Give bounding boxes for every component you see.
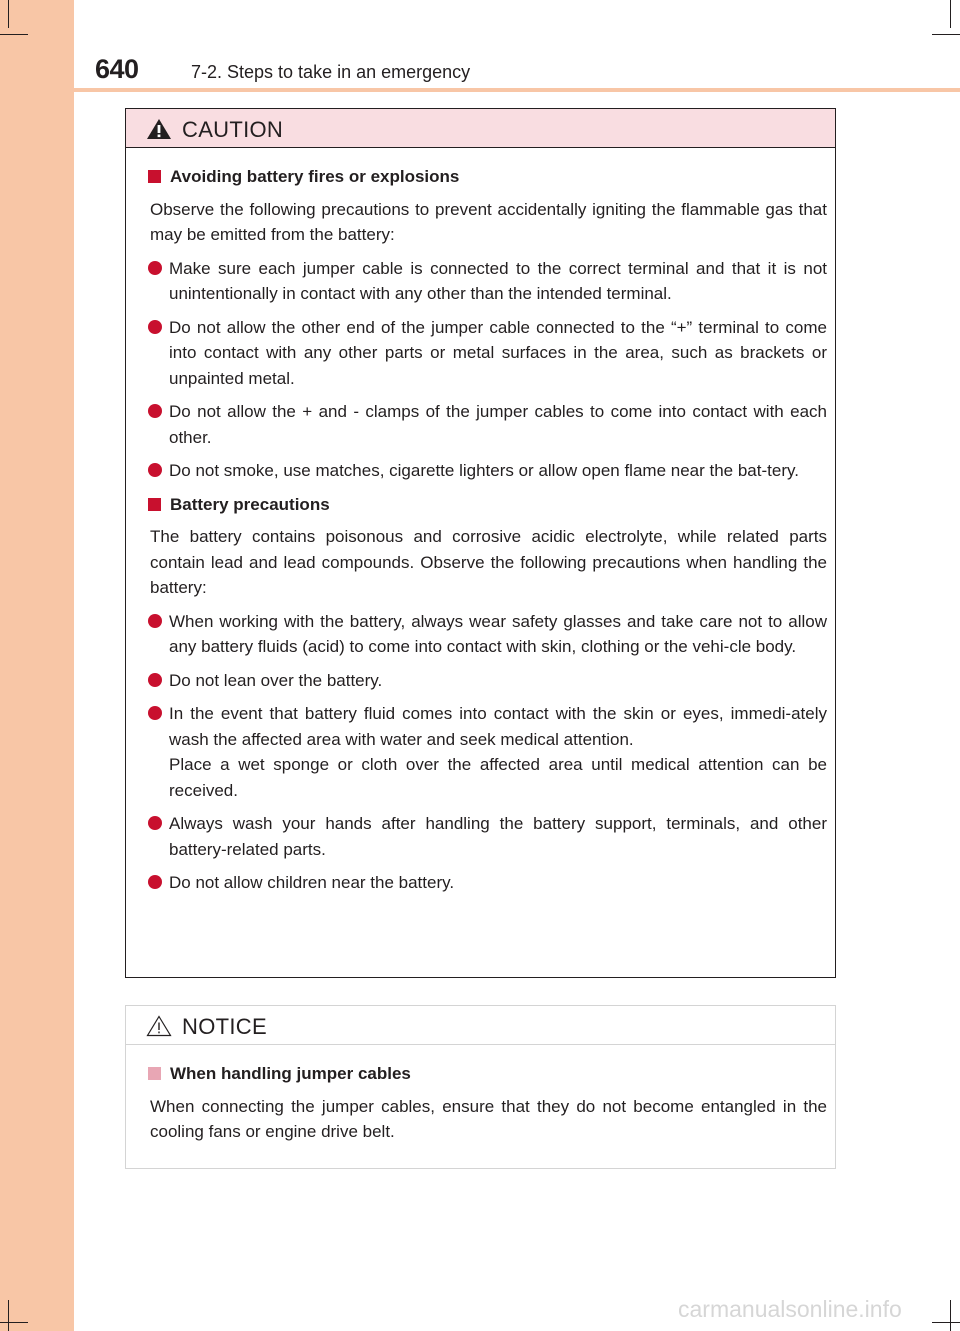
item-text: Do not allow the other end of the jumper cable connected to the “+” terminal to come into contact with any other parts or metal surfaces in the area, such as brackets or unpainted metal. xyxy=(169,317,827,388)
bullet-dot-icon xyxy=(148,673,162,687)
crop-mark xyxy=(0,1322,28,1323)
crop-mark xyxy=(950,1300,951,1331)
bullet-dot-icon xyxy=(148,320,162,334)
notice-header xyxy=(126,1006,835,1045)
page-number: 640 xyxy=(95,54,139,84)
section-heading xyxy=(148,164,827,190)
list-item xyxy=(148,315,827,392)
caution-body xyxy=(126,148,835,896)
item-text: Do not allow the + and - clamps of the jumper cables to come into contact with each other. xyxy=(169,402,827,447)
crop-mark xyxy=(932,1322,960,1323)
bullet-dot-icon xyxy=(148,706,162,720)
header-rule xyxy=(74,88,960,92)
notice-body xyxy=(126,1045,835,1145)
bullet-dot-icon xyxy=(148,261,162,275)
square-bullet-icon xyxy=(148,498,161,511)
caution-header xyxy=(126,109,835,148)
notice-paragraph: When connecting the jumper cables, ensure that they do not become entangled in the cooling fans or engine drive belt. xyxy=(150,1096,827,1141)
warning-triangle-icon xyxy=(146,118,172,140)
section-heading xyxy=(148,1061,827,1087)
list-item xyxy=(148,399,827,450)
crop-mark xyxy=(0,34,28,35)
notice-box xyxy=(125,1005,836,1169)
intro-paragraph: The battery contains poisonous and corrosive acidic electrolyte, while related parts contain lead and lead compounds. Observe the following precautions when handling the battery: xyxy=(150,527,827,597)
item-text-continued: Place a wet sponge or cloth over the affected area until medical attention can be received. xyxy=(169,755,827,800)
item-text: Do not lean over the battery. xyxy=(169,670,383,690)
item-text: Do not allow children near the battery. xyxy=(169,873,455,892)
bullet-dot-icon xyxy=(148,404,162,418)
heading-text: Avoiding battery fires or explosions xyxy=(170,167,460,186)
item-text: Always wash your hands after handling the battery support, terminals, and other battery-related parts. xyxy=(169,814,827,859)
bullet-dot-icon xyxy=(148,875,162,889)
side-color-band xyxy=(0,0,74,1331)
item-text: Make sure each jumper cable is connected to the correct terminal and that it is not unintentionally in contact with any other than the intended terminal. xyxy=(169,258,827,303)
list-item xyxy=(148,458,827,484)
heading-text: When handling jumper cables xyxy=(170,1064,411,1083)
square-bullet-icon xyxy=(148,170,161,183)
list-item xyxy=(148,811,827,862)
list-item xyxy=(148,609,827,660)
section-title: 7-2. Steps to take in an emergency xyxy=(191,62,471,82)
bullet-dot-icon xyxy=(148,816,162,830)
section-heading xyxy=(148,492,827,518)
heading-text: Battery precautions xyxy=(170,494,330,514)
square-bullet-icon xyxy=(148,1067,161,1080)
warning-triangle-outline-icon xyxy=(146,1015,172,1037)
caution-title: CAUTION xyxy=(182,117,284,142)
list-item xyxy=(148,256,827,307)
list-item xyxy=(148,870,827,896)
crop-mark xyxy=(8,1300,9,1331)
list-item xyxy=(148,668,827,694)
caution-box xyxy=(125,108,836,978)
intro-paragraph: Observe the following precautions to prevent accidentally igniting the flammable gas that may be emitted from the battery: xyxy=(150,199,827,244)
crop-mark xyxy=(8,0,9,28)
watermark: carmanualsonline.info xyxy=(678,1296,902,1322)
notice-title: NOTICE xyxy=(182,1014,267,1039)
item-text: Do not smoke, use matches, cigarette lighters or allow open flame near the bat-tery. xyxy=(169,461,799,480)
list-item xyxy=(148,701,827,803)
bullet-dot-icon xyxy=(148,614,162,628)
item-text: In the event that battery fluid comes into contact with the skin or eyes, immedi-ately wash the affected area with water and seek medical attention. xyxy=(169,704,827,749)
crop-mark xyxy=(950,0,951,28)
item-text: When working with the battery, always wear safety glasses and take care not to allow any battery fluids (acid) to come into contact with skin, clothing or the vehi-cle body. xyxy=(169,611,827,656)
crop-mark xyxy=(932,34,960,35)
bullet-dot-icon xyxy=(148,463,162,477)
